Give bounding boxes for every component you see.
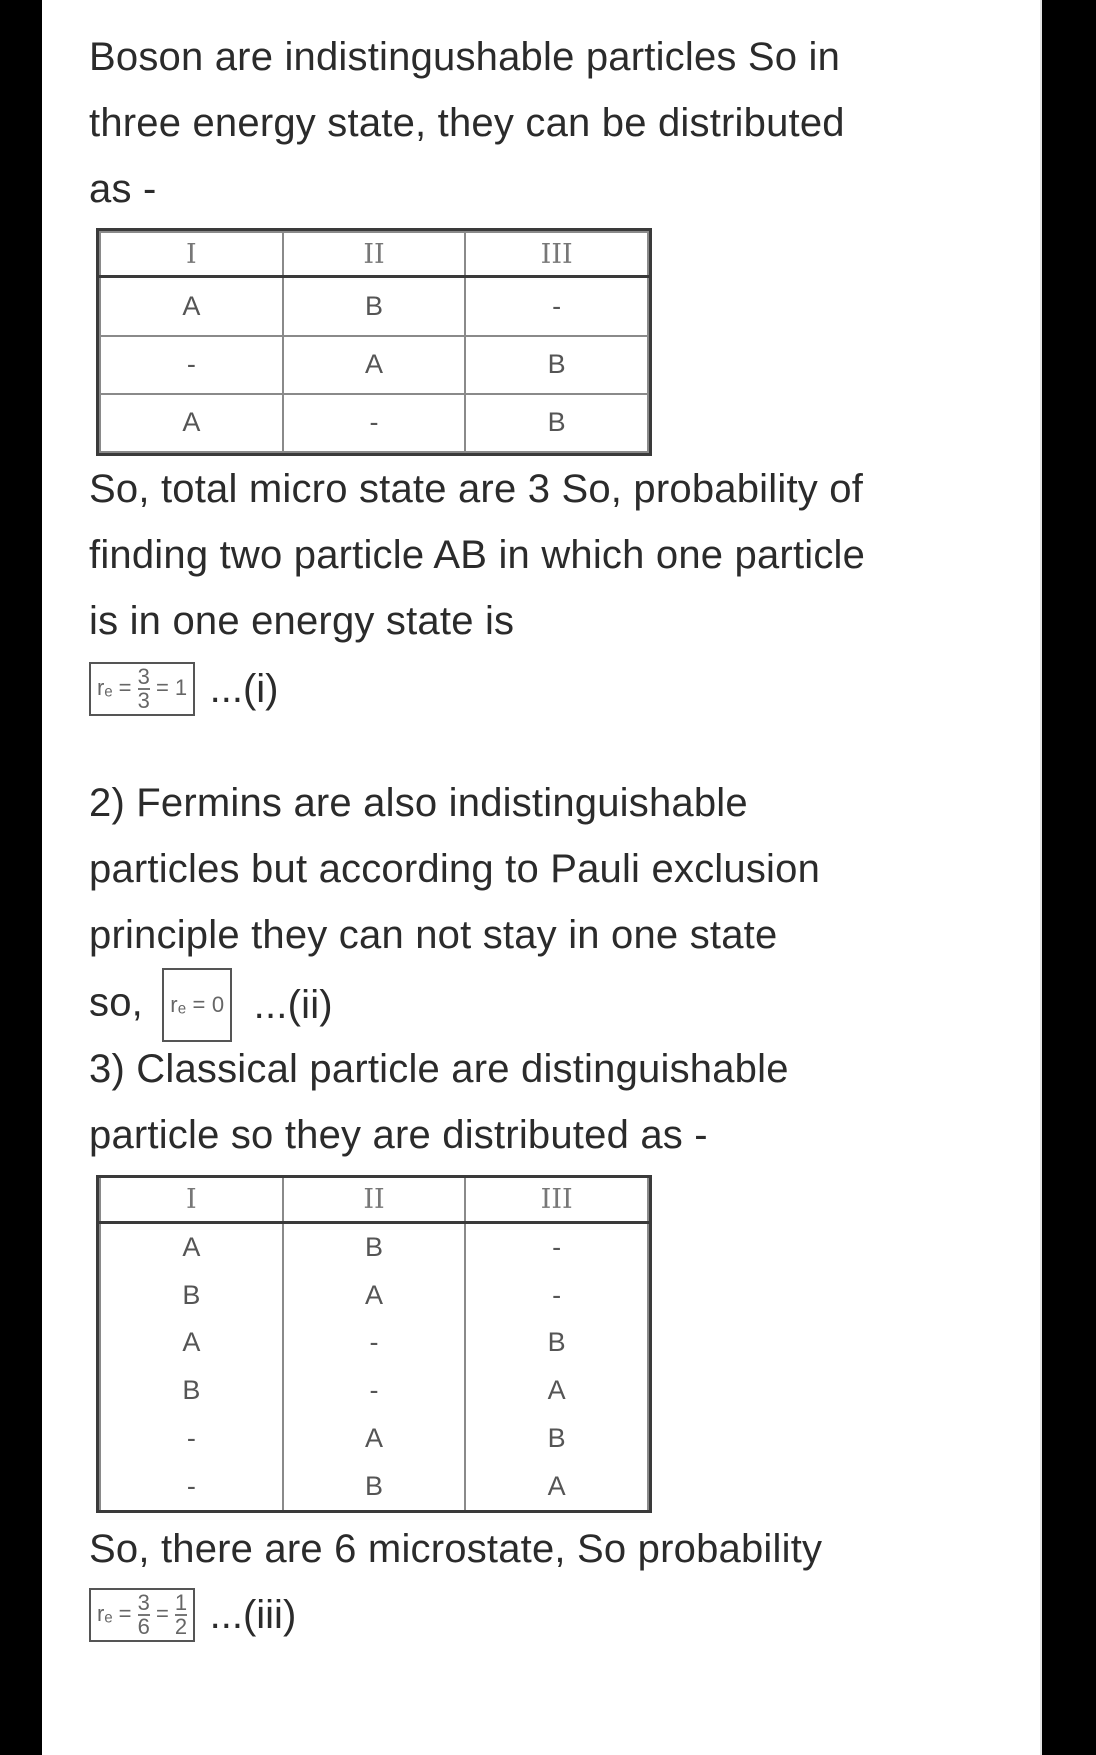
- equation-i: [89, 662, 279, 716]
- denominator: 2: [174, 1614, 188, 1639]
- table-cell: A: [465, 1367, 648, 1415]
- table-cell: -: [100, 1462, 283, 1510]
- boson-distribution-table: [96, 228, 652, 456]
- header-state-2: II: [283, 232, 466, 277]
- table-cell: A: [100, 1222, 283, 1271]
- classical-text: [89, 1036, 1009, 1168]
- formula-result: 1: [174, 674, 188, 700]
- table-cell: B: [465, 336, 648, 394]
- table-cell: B: [100, 1271, 283, 1319]
- formula-symbol: rₑ: [97, 1600, 113, 1626]
- table-row: [100, 1319, 648, 1367]
- para2-line-2: finding two particle AB in which one particle: [89, 533, 866, 577]
- fermion-text: [89, 770, 1009, 1042]
- table-row: [100, 1222, 648, 1271]
- header-state-3: III: [465, 1178, 648, 1222]
- table-row: [100, 336, 648, 394]
- para3-line-1: 2) Fermins are also indistinguishable: [89, 781, 748, 825]
- table-cell: B: [465, 1319, 648, 1367]
- table-header-row: [100, 1178, 648, 1222]
- denominator: 3: [137, 688, 150, 713]
- classical-probability-text: [89, 1516, 1009, 1582]
- table-cell: A: [100, 277, 283, 336]
- intro-line-2: three energy state, they can be distributed: [89, 101, 845, 145]
- left-black-border: [0, 0, 42, 1755]
- para3-line-2: particles but according to Pauli exclusion: [89, 847, 821, 891]
- numerator: 1: [174, 1590, 188, 1615]
- para2-line-3: is in one energy state is: [89, 599, 515, 643]
- fraction: [175, 1592, 187, 1638]
- para3-line-3: principle they can not stay in one state: [89, 913, 778, 957]
- fraction: [138, 1592, 150, 1638]
- formula-box: rₑ = 0: [162, 968, 232, 1042]
- table-cell: -: [465, 1271, 648, 1319]
- para5-line-1: So, there are 6 microstate, So probability: [89, 1527, 823, 1571]
- formula-symbol: rₑ: [97, 674, 113, 700]
- formula-box: rₑ = $\frac{3}{3}$ = 1: [89, 662, 195, 716]
- probability-text: [89, 456, 1009, 654]
- table-row: [100, 1462, 648, 1510]
- table-cell: -: [100, 1415, 283, 1463]
- table-cell: A: [283, 336, 466, 394]
- header-state-3: III: [465, 232, 648, 277]
- table-cell: -: [465, 1222, 648, 1271]
- formula-box: rₑ = $\frac{3}{6}$ = $\frac{1}{2}$: [89, 1588, 195, 1642]
- equation-label: ...(iii): [209, 1592, 297, 1637]
- equation-iii: [89, 1588, 296, 1642]
- denominator: 6: [137, 1614, 150, 1639]
- table-cell: B: [283, 1222, 466, 1271]
- table-header-row: [100, 232, 648, 277]
- intro-line-3: as -: [89, 167, 157, 211]
- table-row: [100, 1367, 648, 1415]
- table-cell: A: [283, 1271, 466, 1319]
- table-cell: A: [465, 1462, 648, 1510]
- para3-line-4: [89, 968, 1009, 1042]
- table-cell: -: [465, 277, 648, 336]
- table-cell: B: [465, 1415, 648, 1463]
- table-row: [100, 1271, 648, 1319]
- classical-distribution-table: [96, 1175, 652, 1513]
- numerator: 3: [137, 664, 150, 689]
- table-cell: A: [100, 1319, 283, 1367]
- so-prefix: so,: [89, 980, 143, 1025]
- formula-result: 0: [211, 992, 225, 1017]
- table-cell: -: [100, 336, 283, 394]
- table-cell: B: [283, 1462, 466, 1510]
- table-cell: B: [283, 277, 466, 336]
- equation-label: ...(ii): [253, 983, 333, 1027]
- formula-symbol: rₑ: [170, 992, 187, 1017]
- equation-label: ...(i): [209, 666, 279, 711]
- answer-intro: [89, 24, 1009, 222]
- fraction: [138, 666, 150, 712]
- table-cell: A: [100, 394, 283, 452]
- header-state-2: II: [283, 1178, 466, 1222]
- para4-line-2: particle so they are distributed as -: [89, 1113, 708, 1157]
- table-cell: B: [465, 394, 648, 452]
- table-cell: -: [283, 1367, 466, 1415]
- table-row: [100, 394, 648, 452]
- header-state-1: I: [100, 1178, 283, 1222]
- table-cell: -: [283, 1319, 466, 1367]
- table-row: [100, 277, 648, 336]
- numerator: 3: [137, 1590, 150, 1615]
- table-cell: A: [283, 1415, 466, 1463]
- para2-line-1: So, total micro state are 3 So, probability of: [89, 467, 864, 511]
- intro-line-1: Boson are indistingushable particles So in: [89, 35, 841, 79]
- table-cell: B: [100, 1367, 283, 1415]
- para4-line-1: 3) Classical particle are distinguishable: [89, 1047, 789, 1091]
- right-black-border: [1042, 0, 1096, 1755]
- table-row: [100, 1415, 648, 1463]
- header-state-1: I: [100, 232, 283, 277]
- table-cell: -: [283, 394, 466, 452]
